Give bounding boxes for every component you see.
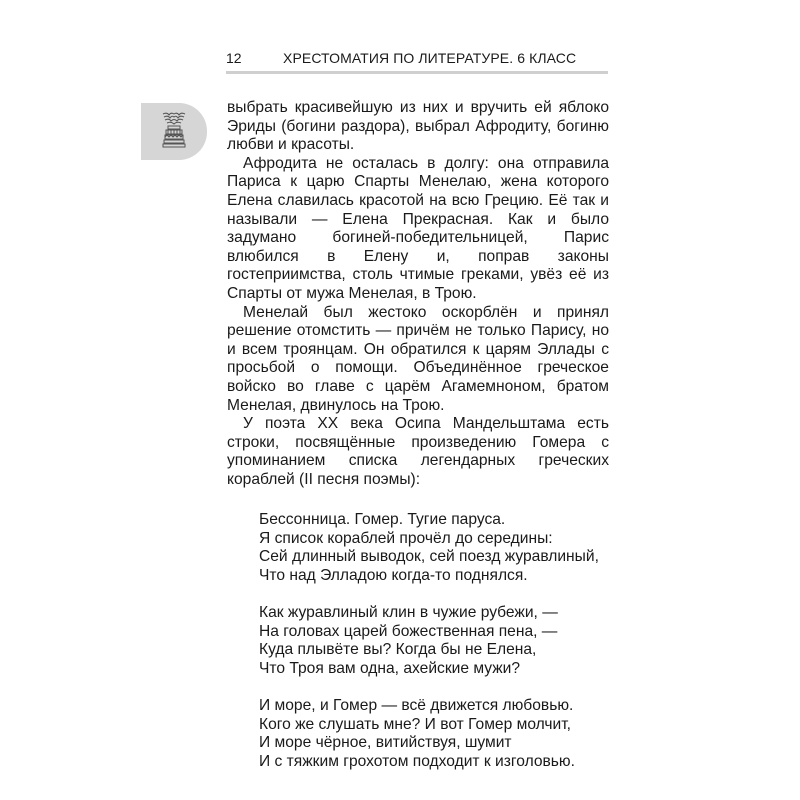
paragraph: Афродита не осталась в долгу: она отправила Париса к царю Спарты Менелаю, жена которого Елена славилась красотой на всю Грецию. Её так и называли — Елена Прекрасная. Как и было задумано богиней-победительницей, Парис влюбился в Елену и, поправ законы гостеприимства, столь чтимые греками, увёз её из Спарты от мужа Менелая, в Трою. (227, 154, 609, 302)
poem-line: Я список кораблей прочёл до середины: (259, 529, 553, 547)
greek-column-capital-icon (161, 111, 187, 151)
poem-line: Кого же слушать мне? И вот Гомер молчит, (259, 715, 571, 733)
poem-line: Бессонница. Гомер. Тугие паруса. (259, 511, 506, 528)
page-number: 12 (226, 50, 242, 66)
poem-stanza (259, 604, 599, 678)
running-header (226, 46, 582, 72)
poem-line: Как журавлиный клин в чужие рубежи, — (259, 603, 558, 621)
section-tab-marker (141, 103, 207, 160)
header-rule (226, 71, 608, 74)
poem-stanza (259, 511, 599, 585)
paragraph: выбрать красивейшую из них и вручить ей яблоко Эриды (богини раздора), выбрал Афродиту, богиню любви и красоты. (227, 99, 609, 154)
poem-line: И море, и Гомер — всё движется любовью. (259, 696, 574, 714)
poem-excerpt (259, 511, 599, 790)
poem-line: И море чёрное, витийствуя, шумит (259, 734, 512, 752)
poem-line: Что над Элладою когда-то поднялся. (259, 566, 528, 584)
paragraph: Менелай был жестоко оскорблён и принял решение отомстить — причём не только Парису, но и всем троянцам. Он обратился к царям Эллады с просьбой о помощи. Объединённое греческое войско во главе с царём Агамемноном, братом Менелая, двинулось на Трою. (227, 303, 609, 414)
poem-line: Что Троя вам одна, ахейские мужи? (259, 659, 521, 677)
poem-stanza (259, 697, 599, 771)
paragraph: У поэта XX века Осипа Мандельштама есть строки, посвящённые произведению Гомера с упоминанием списка легендарных греческих кораблей (II песня поэмы): (227, 415, 609, 488)
poem-line: Сей длинный выводок, сей поезд журавлиный, (259, 548, 599, 566)
body-text (227, 99, 609, 489)
poem-line: Куда плывёте вы? Когда бы не Елена, (259, 641, 537, 659)
poem-line: На головах царей божественная пена, — (259, 622, 558, 640)
running-title: ХРЕСТОМАТИЯ ПО ЛИТЕРАТУРЕ. 6 КЛАСС (283, 50, 577, 66)
poem-line: И с тяжким грохотом подходит к изголовью. (259, 752, 575, 770)
